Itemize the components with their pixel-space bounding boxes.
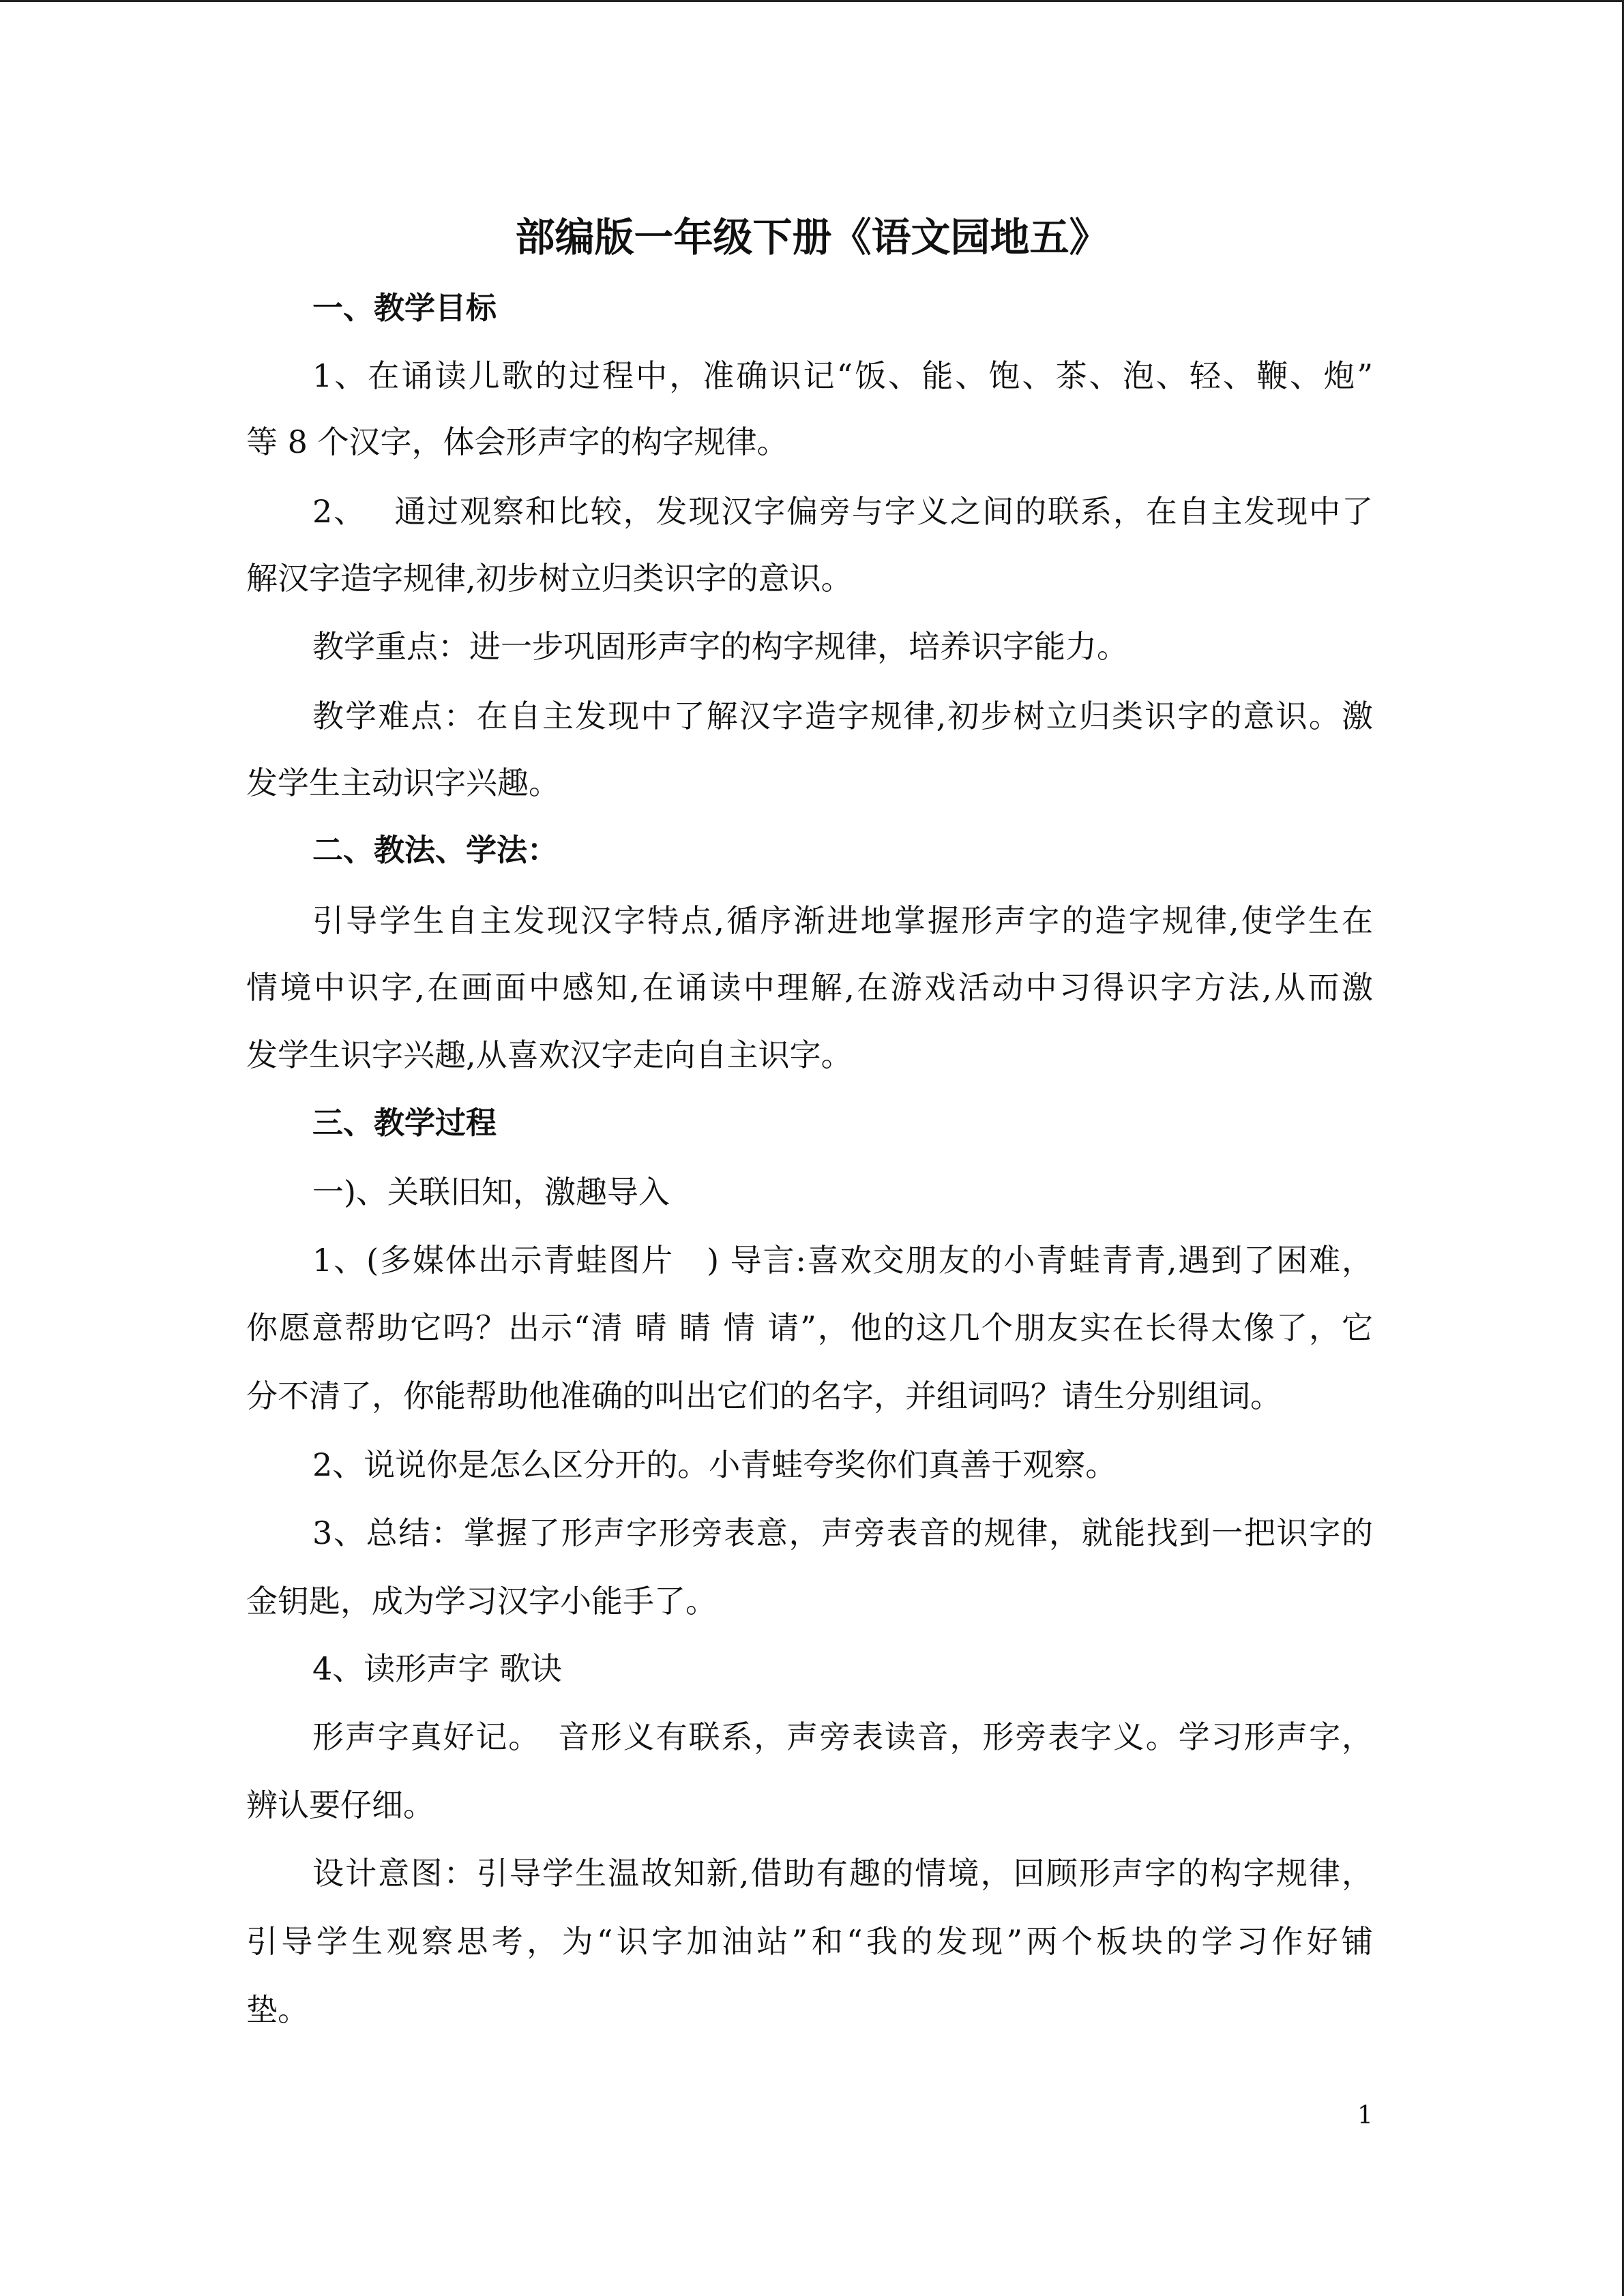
section-heading-objectives: 一、教学目标 [312, 290, 497, 326]
paragraph-line: 1、(多媒体出示青蛙图片 ) 导言:喜欢交朋友的小青蛙青青,遇到了困难， [312, 1242, 1373, 1279]
scan-edge-top [0, 0, 1624, 2]
paragraph-line: 分不清了，你能帮助他准确的叫出它们的名字，并组词吗？请生分别组词。 [246, 1377, 1282, 1414]
paragraph-line: 等 8 个汉字，体会形声字的构字规律。 [246, 423, 788, 460]
paragraph-line: 你愿意帮助它吗？出示“清 晴 睛 情 请”，他的这几个朋友实在长得太像了，它 [246, 1309, 1373, 1346]
paragraph-line: 发学生主动识字兴趣。 [246, 764, 560, 801]
paragraph-line: 金钥匙，成为学习汉字小能手了。 [246, 1583, 717, 1620]
paragraph-line: 垫。 [246, 1991, 309, 2028]
paragraph-line: 2、 通过观察和比较，发现汉字偏旁与字义之间的联系，在自主发现中了 [312, 493, 1373, 530]
paragraph-line: 教学难点：在自主发现中了解汉字造字规律,初步树立归类识字的意识。激 [312, 698, 1373, 734]
paragraph-line: 情境中识字,在画面中感知,在诵读中理解,在游戏活动中习得识字方法,从而激 [246, 969, 1373, 1006]
paragraph-line: 形声字真好记。 音形义有联系，声旁表读音，形旁表字义。学习形声字， [312, 1718, 1373, 1755]
paragraph-line: 一)、关联旧知，激趣导入 [312, 1174, 670, 1210]
page-number: 1 [1357, 2102, 1373, 2130]
paragraph-line: 设计意图：引导学生温故知新,借助有趣的情境，回顾形声字的构字规律， [312, 1855, 1373, 1892]
paragraph-line: 2、说说你是怎么区分开的。小青蛙夸奖你们真善于观察。 [312, 1446, 1117, 1483]
paragraph-line: 教学重点：进一步巩固形声字的构字规律，培养识字能力。 [312, 628, 1128, 665]
section-heading-methods: 二、教法、学法： [312, 832, 559, 868]
document-title: 部编版一年级下册《语文园地五》 [515, 214, 1109, 260]
paragraph-line: 3、总结：掌握了形声字形旁表意，声旁表音的规律，就能找到一把识字的 [312, 1515, 1373, 1551]
paragraph-line: 1、在诵读儿歌的过程中，准确识记“饭、能、饱、茶、泡、轻、鞭、炮” [312, 357, 1373, 394]
section-heading-process: 三、教学过程 [312, 1105, 497, 1141]
paragraph-line: 辨认要仔细。 [246, 1787, 434, 1823]
paragraph-line: 4、读形声字 歌诀 [312, 1650, 562, 1687]
paragraph-line: 发学生识字兴趣,从喜欢汉字走向自主识字。 [246, 1037, 853, 1073]
paragraph-line: 引导学生自主发现汉字特点,循序渐进地掌握形声字的造字规律,使学生在 [312, 902, 1373, 939]
paragraph-line: 引导学生观察思考，为“识字加油站”和“我的发现”两个板块的学习作好铺 [246, 1923, 1373, 1960]
paragraph-line: 解汉字造字规律,初步树立归类识字的意识。 [246, 560, 853, 597]
